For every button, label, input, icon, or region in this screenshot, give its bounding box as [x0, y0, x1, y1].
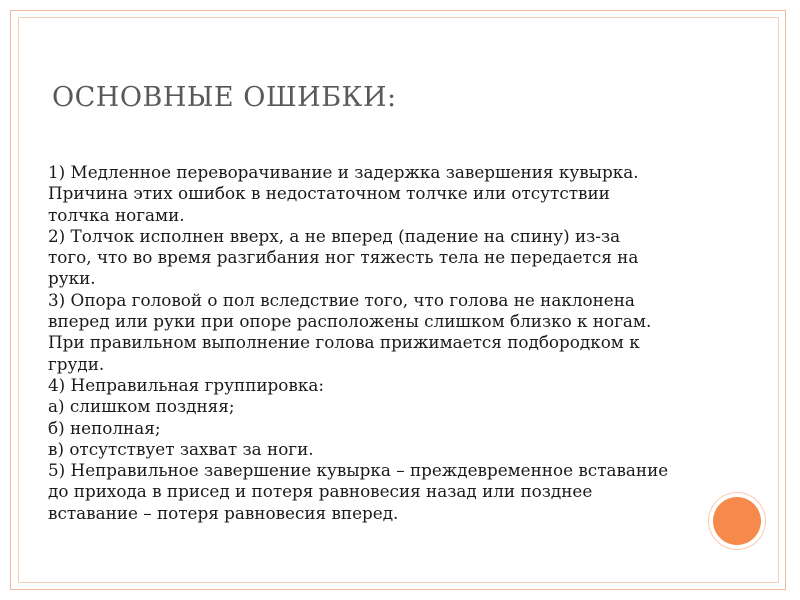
body-line: вставание – потеря равновесия вперед. [48, 502, 399, 523]
body-line: Причина этих ошибок в недостаточном толчке или отсутствии [48, 183, 610, 204]
body-line: толчка ногами. [48, 204, 185, 225]
body-line: 3) Опора головой о пол вследствие того, что голова не наклонена [48, 289, 635, 310]
accent-circle [713, 497, 761, 545]
body-line: того, что во время разгибания ног тяжесть тела не передается на [48, 247, 639, 268]
body-line: а) слишком поздняя; [48, 396, 235, 417]
body-line: 4) Неправильная группировка: [48, 374, 324, 395]
body-line: груди. [48, 353, 105, 374]
body-line: до прихода в присед и потеря равновесия назад или позднее [48, 481, 593, 502]
body-line: б) неполная; [48, 417, 161, 438]
body-line: 2) Толчок исполнен вверх, а не вперед (падение на спину) из-за [48, 225, 621, 246]
slide-title: ОСНОВНЫЕ ОШИБКИ: [52, 82, 397, 113]
body-line: 1) Медленное переворачивание и задержка завершения кувырка. [48, 162, 639, 182]
slide-body [48, 162, 713, 524]
body-line: руки. [48, 268, 96, 289]
body-line: вперед или руки при опоре расположены слишком близко к ногам. [48, 311, 652, 332]
body-line: 5) Неправильное завершение кувырка – преждевременное вставание [48, 460, 669, 481]
body-line: в) отсутствует захват за ноги. [48, 438, 314, 459]
body-line: При правильном выполнение голова прижимается подбородком к [48, 332, 640, 353]
